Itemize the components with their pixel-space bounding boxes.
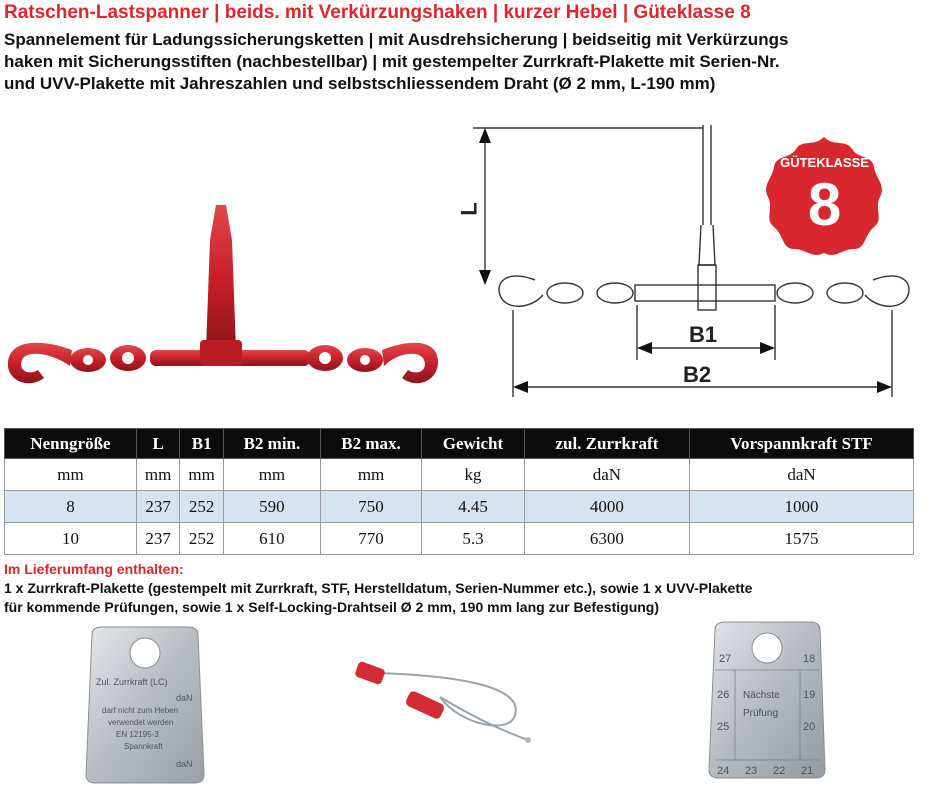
plate-text: Nächste xyxy=(743,690,780,701)
badge-label: GÜTEKLASSE xyxy=(780,155,869,170)
dimension-label-b2: B2 xyxy=(683,362,712,387)
plate-year: 24 xyxy=(717,765,730,777)
description-line: haken mit Sicherungsstiften (nachbestellbar) | mit gestempelter Zurrkraft-Plakette mit Serien-Nr. xyxy=(4,52,780,71)
description-line: Spannelement für Ladungssicherungsketten | mit Ausdrehsicherung | beidseitig mit Verkürzungs xyxy=(4,30,789,49)
dimension-label-b1: B1 xyxy=(689,322,718,347)
self-locking-wire-image xyxy=(350,655,540,750)
plate-year: 19 xyxy=(803,689,816,701)
product-description xyxy=(4,29,924,95)
plate-text: Prüfung xyxy=(743,708,779,719)
grade-badge xyxy=(762,133,887,258)
plate-year: 26 xyxy=(717,689,730,701)
load-binder-photo xyxy=(0,200,440,405)
unit-cell: mm xyxy=(320,459,421,491)
table-cell: 590 xyxy=(223,491,320,523)
column-header: Nenngröße xyxy=(5,429,137,459)
plate-year: 18 xyxy=(803,653,816,665)
table-header-row xyxy=(5,429,914,459)
table-cell: 252 xyxy=(180,523,224,555)
column-header: Gewicht xyxy=(422,429,525,459)
dimension-label-l: L xyxy=(456,202,482,216)
table-cell: 5.3 xyxy=(422,523,525,555)
table-cell: 10 xyxy=(5,523,137,555)
spec-table xyxy=(4,428,914,555)
table-cell: 750 xyxy=(320,491,421,523)
plate-text: Zul. Zurrkraft (LC) xyxy=(96,677,168,687)
plate-year: 25 xyxy=(717,721,730,733)
page-title: Ratschen-Lastspanner | beids. mit Verkürzungshaken | kurzer Hebel | Güteklasse 8 xyxy=(4,2,751,23)
table-cell: 4.45 xyxy=(422,491,525,523)
badge-number: 8 xyxy=(807,171,842,238)
table-cell: 252 xyxy=(180,491,224,523)
column-header: B2 max. xyxy=(320,429,421,459)
unit-cell: mm xyxy=(136,459,180,491)
column-header: L xyxy=(136,429,180,459)
plate-text: verwendet werden xyxy=(108,718,174,727)
scope-title: Im Lieferumfang enthalten: xyxy=(4,561,184,577)
scope-text xyxy=(4,579,924,617)
table-cell: 1575 xyxy=(690,523,914,555)
unit-cell: daN xyxy=(524,459,689,491)
plate-year: 22 xyxy=(773,765,786,777)
plate-text: daN xyxy=(176,693,193,703)
unit-cell: daN xyxy=(690,459,914,491)
plate-year: 20 xyxy=(803,721,816,733)
plate-text: daN xyxy=(176,759,193,769)
table-cell: 4000 xyxy=(524,491,689,523)
table-row xyxy=(5,491,914,523)
column-header: zul. Zurrkraft xyxy=(524,429,689,459)
table-cell: 6300 xyxy=(524,523,689,555)
plate-year: 23 xyxy=(745,765,758,777)
uvv-inspection-plate-image xyxy=(705,620,830,780)
plate-text: Spannkraft xyxy=(124,742,163,751)
table-cell: 610 xyxy=(223,523,320,555)
unit-cell: mm xyxy=(223,459,320,491)
column-header: B1 xyxy=(180,429,224,459)
table-cell: 237 xyxy=(136,491,180,523)
table-row xyxy=(5,523,914,555)
scope-line: für kommende Prüfungen, sowie 1 x Self-Locking-Drahtseil Ø 2 mm, 190 mm lang zur Befestigung) xyxy=(4,599,660,615)
lashing-force-plate-image xyxy=(80,625,210,785)
column-header: Vorspannkraft STF xyxy=(690,429,914,459)
table-cell: 1000 xyxy=(690,491,914,523)
plate-year: 27 xyxy=(719,653,732,665)
table-cell: 8 xyxy=(5,491,137,523)
units-row xyxy=(5,459,914,491)
table-cell: 770 xyxy=(320,523,421,555)
description-line: und UVV-Plakette mit Jahreszahlen und selbstschliessendem Draht (Ø 2 mm, L-190 mm) xyxy=(4,74,716,93)
plate-text: EN 12195-3 xyxy=(116,730,159,739)
table-cell: 237 xyxy=(136,523,180,555)
column-header: B2 min. xyxy=(223,429,320,459)
plate-year: 21 xyxy=(801,765,814,777)
unit-cell: mm xyxy=(5,459,137,491)
scope-line: 1 x Zurrkraft-Plakette (gestempelt mit Zurrkraft, STF, Herstelldatum, Serien-Nummer etc.), sowie 1 x UVV-Plakette xyxy=(4,580,753,596)
unit-cell: mm xyxy=(180,459,224,491)
plate-text: darf nicht zum Heben xyxy=(102,706,179,715)
unit-cell: kg xyxy=(422,459,525,491)
